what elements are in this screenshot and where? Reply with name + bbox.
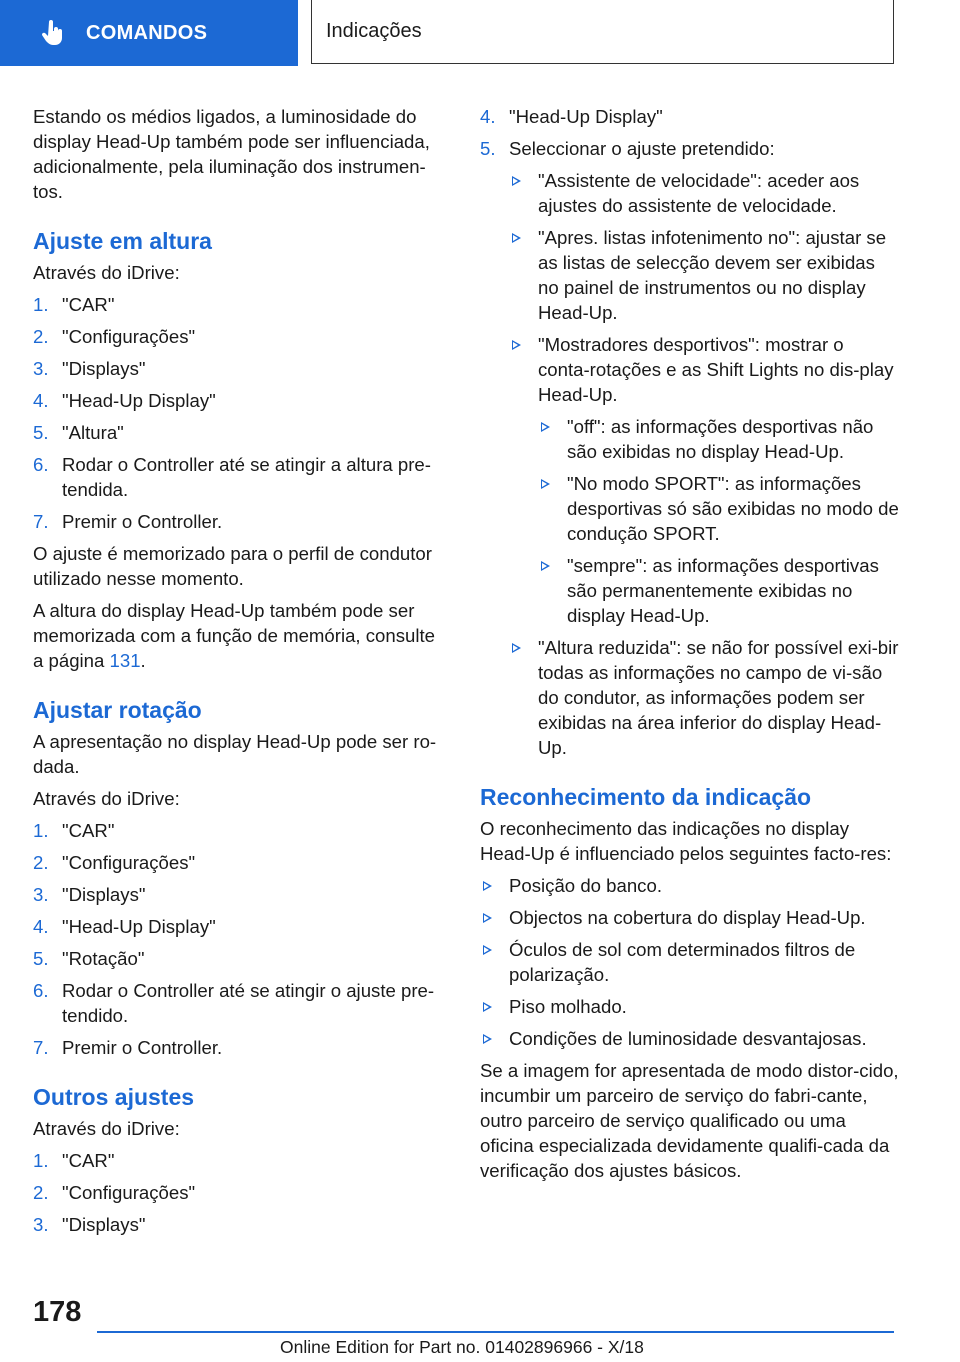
list-item xyxy=(33,324,445,349)
chapter-label: Indicações xyxy=(326,20,422,42)
list-item xyxy=(509,635,900,760)
triangle-bullet-icon xyxy=(483,1034,492,1044)
factor-text: Objectos na cobertura do display Head-Up. xyxy=(509,907,866,928)
right-column xyxy=(480,104,900,1190)
step-text: "Displays" xyxy=(62,1214,146,1235)
page-number: 178 xyxy=(33,1296,82,1328)
step-text: "Head-Up Display" xyxy=(509,106,663,127)
steps-list-height xyxy=(33,292,445,534)
step-number: 7. xyxy=(33,511,49,532)
list-item xyxy=(480,873,900,898)
list-item xyxy=(33,1180,445,1205)
step-number: 1. xyxy=(33,820,49,841)
step-number: 3. xyxy=(33,358,49,379)
list-item xyxy=(33,388,445,413)
triangle-bullet-icon xyxy=(541,479,550,489)
option-text: "Mostradores desportivos": mostrar o conta-rotações e as Shift Lights no dis-play Head-Up. xyxy=(538,334,894,405)
heading-rotation: Ajustar rotação xyxy=(33,697,202,723)
step-text: "Displays" xyxy=(62,358,146,379)
step-text: Rodar o Controller até se atingir a altura pre-tendida. xyxy=(62,454,431,500)
step-number: 5. xyxy=(33,422,49,443)
recognition-intro: O reconhecimento das indicações no display Head-Up é influenciado pelos seguintes facto-res: xyxy=(480,818,892,864)
factor-text: Condições de luminosidade desvantajosas. xyxy=(509,1028,867,1049)
step-number: 4. xyxy=(33,390,49,411)
triangle-bullet-icon xyxy=(483,881,492,891)
triangle-bullet-icon xyxy=(483,945,492,955)
step-number: 6. xyxy=(33,980,49,1001)
triangle-bullet-icon xyxy=(541,422,550,432)
step-number: 2. xyxy=(33,326,49,347)
via-idrive-text: Através do iDrive: xyxy=(33,788,180,809)
list-item xyxy=(480,994,900,1019)
step-text: "Head-Up Display" xyxy=(62,390,216,411)
steps-list-rotation xyxy=(33,818,445,1060)
list-item xyxy=(33,946,445,971)
triangle-bullet-icon xyxy=(512,176,521,186)
list-item xyxy=(33,1148,445,1173)
step-number: 1. xyxy=(33,294,49,315)
intro-paragraph: Estando os médios ligados, a luminosidade do display Head-Up também pode ser influenciada, adicionalmente, pela iluminação dos instrumen-tos. xyxy=(33,106,430,202)
step-text: "Configurações" xyxy=(62,1182,196,1203)
list-item xyxy=(33,420,445,445)
heading-height-adjust: Ajuste em altura xyxy=(33,228,212,254)
step-number: 4. xyxy=(480,106,496,127)
via-idrive-text: Através do iDrive: xyxy=(33,262,180,283)
triangle-bullet-icon xyxy=(483,913,492,923)
footer-divider xyxy=(97,1331,894,1333)
section-label: COMANDOS xyxy=(86,21,208,44)
factors-list xyxy=(480,873,900,1051)
sport-options-list xyxy=(538,414,900,628)
option-text: "No modo SPORT": as informações desportivas só são exibidas no modo de condução SPORT. xyxy=(567,473,899,544)
list-item xyxy=(480,104,900,129)
step-text: "Configurações" xyxy=(62,326,196,347)
step-number: 5. xyxy=(33,948,49,969)
step-number: 3. xyxy=(33,1214,49,1235)
heading-other-settings: Outros ajustes xyxy=(33,1084,195,1110)
factor-text: Posição do banco. xyxy=(509,875,662,896)
step-number: 3. xyxy=(33,884,49,905)
list-item xyxy=(480,937,900,987)
list-item xyxy=(509,332,900,407)
list-item xyxy=(33,509,445,534)
option-text: "Altura reduzida": se não for possível exi-bir todas as informações no campo de vi-são do condutor, as informações podem ser exibidas na área inferior do display Head-Up. xyxy=(538,637,899,758)
list-item xyxy=(509,168,900,218)
memory-note-text: A altura do display Head-Up também pode ser memorizada com a função de memória, consulte a página xyxy=(33,600,436,671)
chapter-title xyxy=(311,0,894,64)
step-number: 5. xyxy=(480,138,496,159)
list-item xyxy=(33,452,445,502)
step-text: "CAR" xyxy=(62,294,115,315)
triangle-bullet-icon xyxy=(512,643,521,653)
list-item xyxy=(538,553,900,628)
step-text: Rodar o Controller até se atingir o ajuste pre-tendido. xyxy=(62,980,435,1026)
step-text: "CAR" xyxy=(62,820,115,841)
steps-list-other xyxy=(33,1148,445,1237)
options-list xyxy=(509,168,900,407)
step-text: "Rotação" xyxy=(62,948,145,969)
list-item xyxy=(33,914,445,939)
list-item xyxy=(509,225,900,325)
triangle-bullet-icon xyxy=(483,1002,492,1012)
step-text: "Head-Up Display" xyxy=(62,916,216,937)
step-number: 2. xyxy=(33,1182,49,1203)
steps-list-other-cont xyxy=(480,104,900,161)
list-item xyxy=(33,978,445,1028)
memorized-note: O ajuste é memorizado para o perfil de condutor utilizado nesse momento. xyxy=(33,543,432,589)
step-number: 1. xyxy=(33,1150,49,1171)
list-item xyxy=(33,882,445,907)
step-text: Premir o Controller. xyxy=(62,511,223,532)
step-number: 4. xyxy=(33,916,49,937)
service-note: Se a imagem for apresentada de modo distor-cido, incumbir um parceiro de serviço do fabri-cante, outro parceiro de serviço qualificado ou uma oficina especializada devidamente qualifi-cada da verificação dos ajustes básicos. xyxy=(480,1060,899,1181)
step-number: 6. xyxy=(33,454,49,475)
list-item xyxy=(33,292,445,317)
left-column xyxy=(33,104,445,1244)
step-text: Premir o Controller. xyxy=(62,1037,223,1058)
list-item xyxy=(480,905,900,930)
step-text: Seleccionar o ajuste pretendido: xyxy=(509,138,775,159)
list-item xyxy=(538,471,900,546)
step-number: 7. xyxy=(33,1037,49,1058)
list-item xyxy=(480,136,900,161)
list-item xyxy=(538,414,900,464)
option-text: "sempre": as informações desportivas são permanentemente exibidas no display Head-Up. xyxy=(567,555,879,626)
triangle-bullet-icon xyxy=(541,561,550,571)
section-tab xyxy=(0,0,298,66)
via-idrive-text: Através do iDrive: xyxy=(33,1118,180,1139)
triangle-bullet-icon xyxy=(512,233,521,243)
list-item xyxy=(33,818,445,843)
step-text: "Displays" xyxy=(62,884,146,905)
memory-note-end: . xyxy=(140,650,146,671)
list-item xyxy=(33,1035,445,1060)
step-text: "Altura" xyxy=(62,422,124,443)
list-item xyxy=(33,850,445,875)
factor-text: Piso molhado. xyxy=(509,996,627,1017)
option-text: "off": as informações desportivas não são exibidas no display Head-Up. xyxy=(567,416,874,462)
page-header xyxy=(0,0,960,68)
heading-recognition: Reconhecimento da indicação xyxy=(480,784,812,810)
factor-text: Óculos de sol com determinados filtros de polarização. xyxy=(509,939,856,985)
triangle-bullet-icon xyxy=(512,340,521,350)
edition-footer: Online Edition for Part no. 01402896966 - X/18 xyxy=(280,1337,644,1357)
page-reference-link[interactable]: 131 xyxy=(109,650,141,671)
option-text: "Assistente de velocidade": aceder aos ajustes do assistente de velocidade. xyxy=(538,170,860,216)
list-item xyxy=(33,356,445,381)
step-number: 2. xyxy=(33,852,49,873)
step-text: "Configurações" xyxy=(62,852,196,873)
memory-function-note xyxy=(33,598,445,673)
list-item xyxy=(480,1026,900,1051)
rotation-intro: A apresentação no display Head-Up pode ser ro-dada. xyxy=(33,731,437,777)
step-text: "CAR" xyxy=(62,1150,115,1171)
hand-pointer-icon xyxy=(38,18,68,48)
option-text: "Apres. listas infotenimento no": ajustar se as listas de selecção devem ser exibidas no painel de instrumentos ou no display Head-Up. xyxy=(538,227,887,323)
list-item xyxy=(33,1212,445,1237)
options-list-last xyxy=(509,635,900,760)
